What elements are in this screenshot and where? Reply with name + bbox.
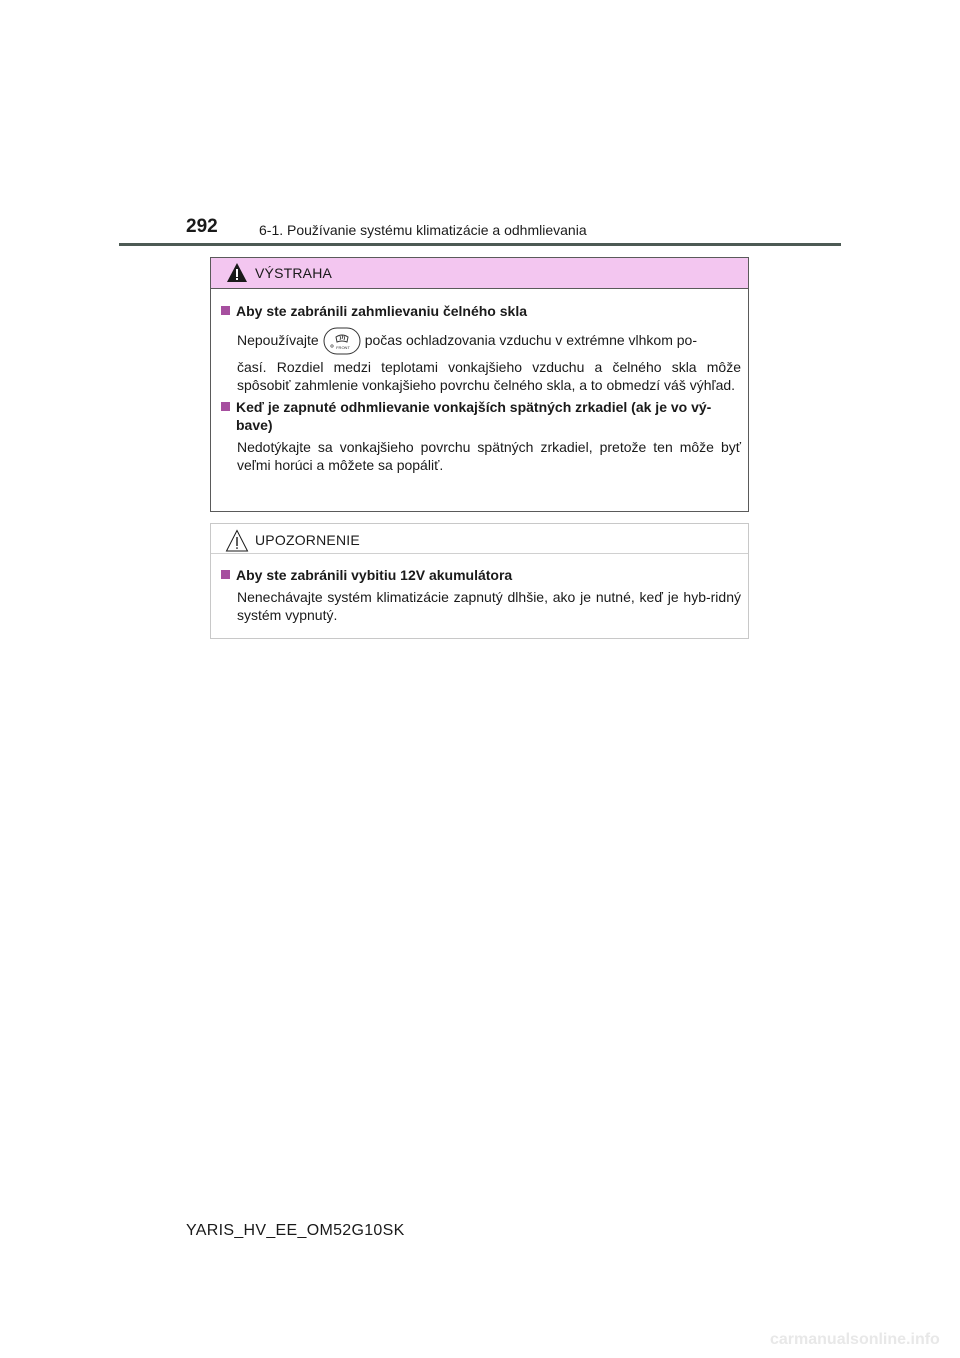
page-number: 292	[186, 216, 218, 237]
header-divider	[119, 243, 841, 246]
caution-header	[211, 524, 748, 554]
svg-text:FRONT: FRONT	[335, 345, 350, 351]
watermark: carmanualsonline.info	[770, 1331, 940, 1348]
warning-item-heading: Aby ste zabránili zahmlievaniu čelného skla	[219, 302, 741, 320]
caution-box	[210, 523, 749, 639]
bullet-square-icon	[221, 402, 230, 411]
warning-item-heading: Keď je zapnuté odhmlievanie vonkajších spätných zrkadiel (ak je vo vý-bave)	[219, 398, 741, 434]
front-defroster-button-icon	[323, 327, 361, 355]
bullet-square-icon	[221, 570, 230, 579]
warning-item-text: Nepoužívajte FRONT počas ochladzovania vzduchu v extrémne vlhkom po-	[219, 326, 741, 355]
caution-triangle-icon	[225, 529, 249, 553]
warning-item-text-continued: časí. Rozdiel medzi teplotami vonkajšieho vzduchu a čelného skla môže spôsobiť zahmlenie vonkajšieho povrchu čelného skla, a to obmedzí váš výhľad.	[237, 359, 741, 394]
caution-label: UPOZORNENIE	[255, 532, 360, 548]
warning-box	[210, 257, 749, 512]
caution-body	[211, 566, 748, 624]
warning-item-text: Nedotýkajte sa vonkajšieho povrchu spätných zrkadiel, pretože ten môže byť veľmi horúci a môžete sa popáliť.	[237, 439, 741, 474]
bullet-square-icon	[221, 306, 230, 315]
warning-header	[211, 258, 748, 289]
warning-label: VÝSTRAHA	[255, 265, 333, 281]
warning-triangle-icon	[226, 262, 248, 284]
warning-body	[211, 302, 748, 474]
section-title: 6-1. Používanie systému klimatizácie a odhmlievania	[259, 222, 587, 238]
caution-item-heading: Aby ste zabránili vybitiu 12V akumulátora	[219, 566, 741, 584]
caution-item-text: Nenechávajte systém klimatizácie zapnutý dlhšie, ako je nutné, keď je hyb-ridný systém vypnutý.	[237, 589, 741, 623]
document-code: YARIS_HV_EE_OM52G10SK	[186, 1222, 405, 1239]
